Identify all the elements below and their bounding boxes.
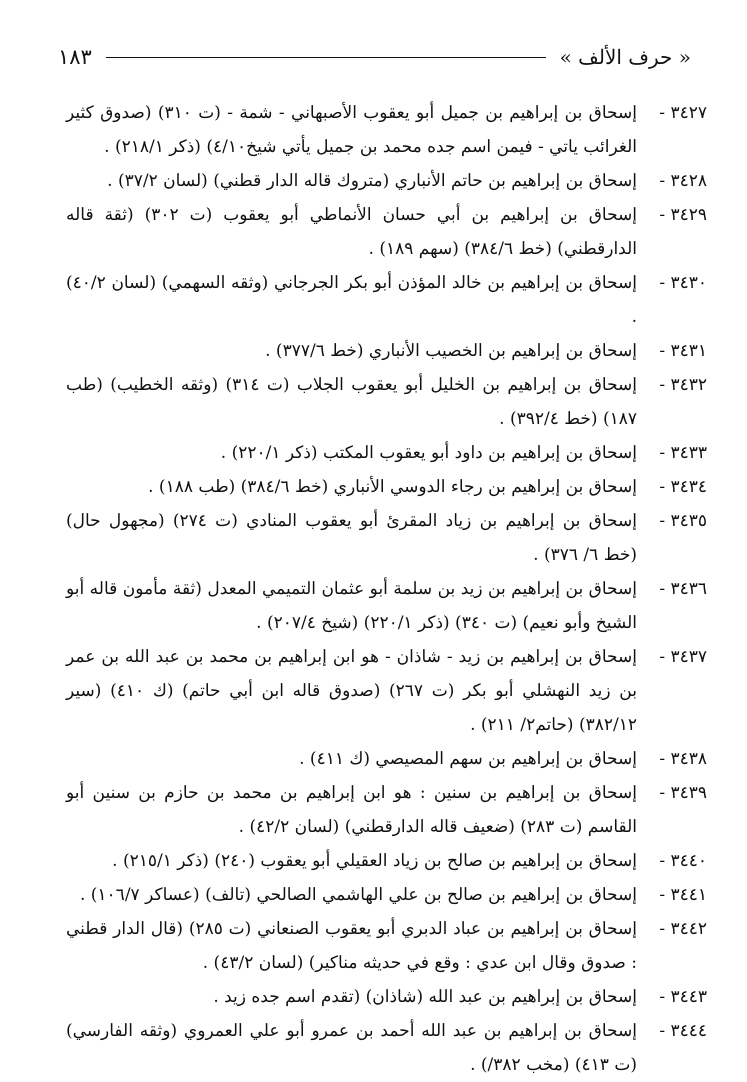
entry-number: ٣٤٢٧ - [659,103,707,123]
list-item [66,844,707,878]
entry-text: إسحاق بن إبراهيم بن أبي حسان الأنماطي أبو يعقوب (ت ٣٠٢) (ثقة قاله الدارقطني) (خط ٣٨٤/٦) (سهم ١٨٩) . [66,205,638,259]
entry-text: إسحاق بن إبراهيم بن الخليل أبو يعقوب الجلاب (ت ٣١٤) (وثقه الخطيب) (طب ١٨٧) (خط ٣٩٢/٤) . [66,375,638,429]
entry-text: إسحاق بن إبراهيم بن حاتم الأنباري (متروك قاله الدار قطني) (لسان ٣٧/٢) . [107,171,637,191]
entry-text: إسحاق بن إبراهيم بن عبد الله (شاذان) (تقدم اسم جده زيد . [213,987,637,1007]
entry-text: إسحاق بن إبراهيم بن عبد الله أحمد بن عمرو أبو علي العمروي (وثقه الفارسي) (ت ٤١٣) (مخب ٣٨٢/) . [66,1021,637,1075]
chapter-title: « حرف الألف » [559,45,691,69]
entry-text: إسحاق بن إبراهيم بن سنين : هو ابن إبراهيم بن محمد بن حازم بن سنين أبو القاسم (ت ٢٨٣) (ضعيف قاله الدارقطني) (لسان ٤٢/٢) . [66,783,637,837]
list-item [66,742,707,776]
entry-number: ٣٤٣١ - [659,341,707,361]
entry-number: ٣٤٣٣ - [659,443,707,463]
entry-number: ٣٤٢٨ - [659,171,707,191]
entry-number: ٣٤٣٠ - [659,273,707,293]
entry-text: إسحاق بن إبراهيم بن زيد بن سلمة أبو عثمان التميمي المعدل (ثقة مأمون قاله أبو الشيخ وأبو نعيم) (ت ٣٤٠) (ذكر ٢٢٠/١) (شيخ ٢٠٧/٤) . [66,579,637,633]
entry-text: إسحاق بن إبراهيم بن زياد المقرئ أبو يعقوب المنادي (ت ٢٧٤) (مجهول حال) (خط ٦/ ٣٧٦) . [66,511,637,565]
list-item [66,640,707,742]
entry-number: ٣٤٣٦ - [659,579,707,599]
entry-text: إسحاق بن إبراهيم بن صالح بن زياد العقيلي أبو يعقوب (٢٤٠) (ذكر ٢١٥/١) . [112,851,637,871]
list-item [66,878,707,912]
list-item [66,164,707,198]
entry-number: ٣٤٣٥ - [659,511,707,531]
list-item [66,266,707,334]
entry-list [66,96,707,1082]
entry-text: إسحاق بن إبراهيم بن رجاء الدوسي الأنباري (خط ٣٨٤/٦) (طب ١٨٨) . [148,477,637,497]
entry-text: إسحاق بن إبراهيم بن خالد المؤذن أبو بكر الجرجاني (وثقه السهمي) (لسان ٤٠/٢) . [66,273,637,327]
entry-number: ٣٤٢٩ - [659,205,708,225]
entry-number: ٣٤٣٩ - [659,783,707,803]
page-number: ١٨٣ [58,45,92,69]
list-item [66,1014,707,1082]
entry-number: ٣٤٣٧ - [659,647,707,667]
list-item [66,198,707,266]
page-header [58,42,691,72]
entry-text: إسحاق بن إبراهيم بن سهم المصيصي (ك ٤١١) . [299,749,637,769]
list-item [66,96,707,164]
entry-text: إسحاق بن إبراهيم بن داود أبو يعقوب المكتب (ذكر ٢٢٠/١) . [220,443,637,463]
list-item [66,436,707,470]
list-item [66,470,707,504]
entry-number: ٣٤٤٤ - [659,1021,707,1041]
entry-text: إسحاق بن إبراهيم بن الخصيب الأنباري (خط ٣٧٧/٦) . [265,341,637,361]
list-item [66,334,707,368]
entry-number: ٣٤٣٤ - [659,477,707,497]
entry-text: إسحاق بن إبراهيم بن صالح بن علي الهاشمي الصالحي (تالف) (عساكر ١٠٦/٧) . [79,885,637,905]
entry-text: إسحاق بن إبراهيم بن جميل أبو يعقوب الأصبهاني - شمة - (ت ٣١٠) (صدوق كثير الغرائب ياتي - فيمن اسم جده محمد بن جميل يأتي شيخ٤/١٠) (ذكر ٢١٨/١) . [66,103,637,157]
list-item [66,980,707,1014]
entry-number: ٣٤٤٢ - [659,919,707,939]
header-rule [106,57,546,58]
entry-number: ٣٤٤٣ - [659,987,707,1007]
entry-number: ٣٤٣٢ - [659,375,708,395]
list-item [66,368,707,436]
list-item [66,504,707,572]
entry-number: ٣٤٤٠ - [659,851,707,871]
entry-number: ٣٤٤١ - [659,885,707,905]
list-item [66,572,707,640]
entry-text: إسحاق بن إبراهيم بن عباد الدبري أبو يعقوب الصنعاني (ت ٢٨٥) (قال الدار قطني : صدوق وقال ابن عدي : وقع في حديثه مناكير) (لسان ٤٣/٢) . [66,919,637,973]
list-item [66,912,707,980]
entry-text: إسحاق بن إبراهيم بن زيد - شاذان - هو ابن إبراهيم بن محمد بن عبد الله بن عمر بن زيد النهشلي أبو بكر (ت ٢٦٧) (صدوق قاله ابن أبي حاتم) (ك ٤١٠) (سير ٣٨٢/١٢) (حاتم٢/ ٢١١) . [66,647,637,735]
entry-number: ٣٤٣٨ - [659,749,707,769]
list-item [66,776,707,844]
